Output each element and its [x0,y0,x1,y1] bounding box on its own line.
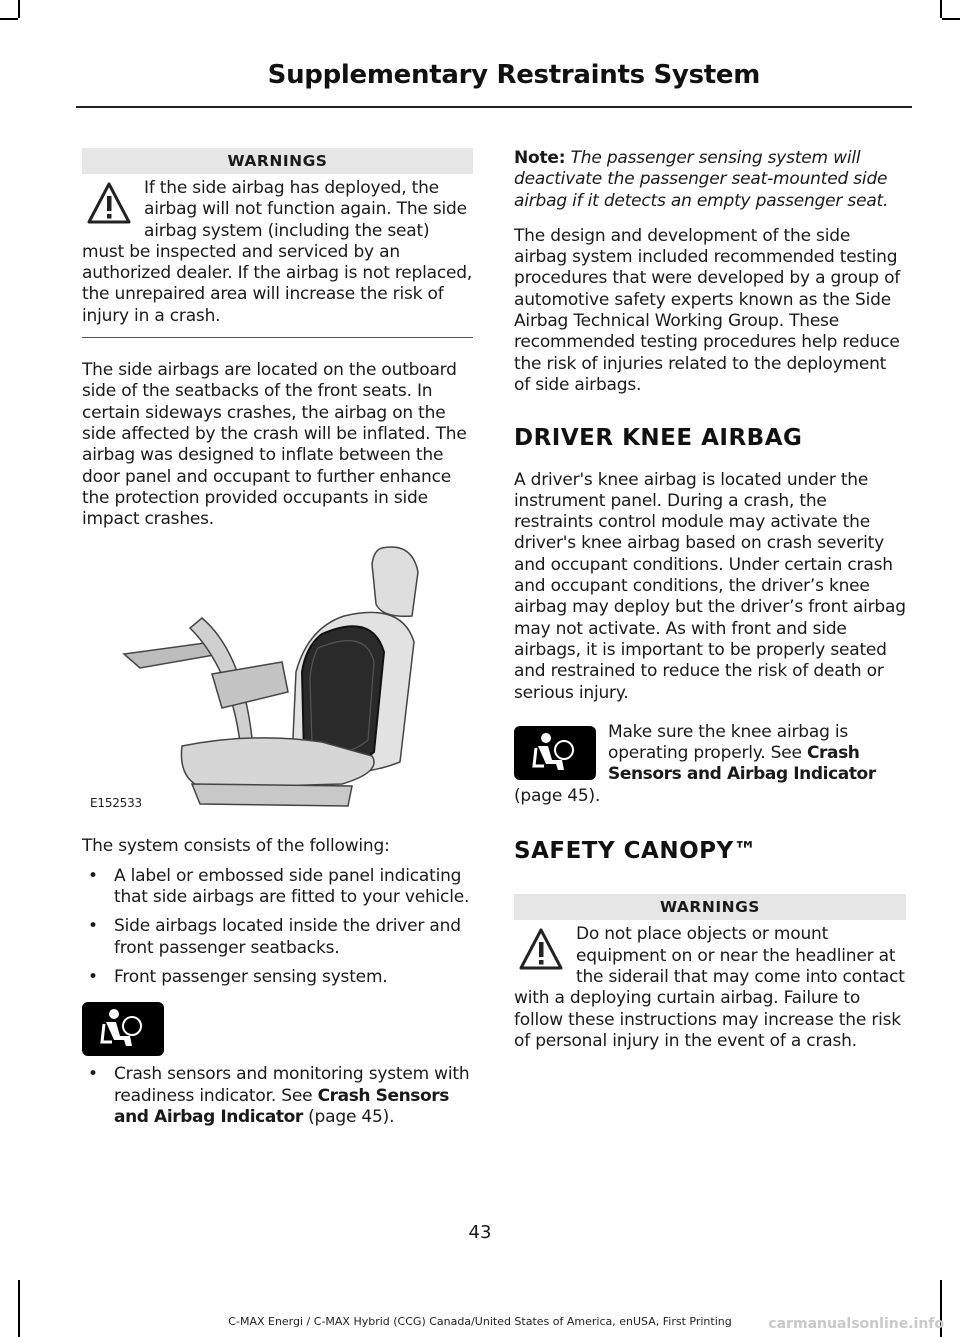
warning-triangle-icon [518,926,564,974]
airbag-warning-icon [82,1002,164,1056]
footer-text: C-MAX Energi / C-MAX Hybrid (CCG) Canada/United States of America, enUSA, First Printing [228,1315,732,1328]
watermark: carmanualsonline.info [768,1316,944,1332]
warning-block [514,924,906,1052]
header-rule [76,106,912,108]
crop-mark [18,0,20,18]
crash-sensors-link[interactable]: Crash Sensors and Airbag Indicator [608,743,876,785]
crop-mark [18,1280,20,1337]
knee-airbag-paragraph: A driver's knee airbag is located under the instrument panel. During a crash, the restraints control module may activate the driver's knee airbag based on crash severity and occupant conditions. Under certain crash and occupant conditions, the driver’s knee airbag may deploy but the driver’s front airbag may not activate. As with front and side airbags, it is important to be properly seated and restrained to reduce the risk of death or serious injury. [514,469,906,703]
warning-triangle-icon [86,180,132,228]
crop-mark [942,18,960,20]
section-heading-safety-canopy: SAFETY CANOPY™ [514,838,758,865]
list-item: • Crash sensors and monitoring system with readiness indicator. See Crash Sensors and Airbag Indicator (page 45). [82,1064,473,1128]
note-text: The passenger sensing system will deactivate the passenger seat-mounted side airbag if it detects an empty passenger seat. [514,148,889,211]
warning-block [82,178,473,327]
page-number: 43 [468,1222,492,1243]
knee-airbag-check-text: Make sure the knee airbag is operating properly. See Crash Sensors and Airbag Indicator (page 45). [514,721,876,806]
side-airbag-paragraph: The side airbags are located on the outboard side of the seatbacks of the front seats. In certain sideways crashes, the airbag on the side affected by the crash will be inflated. The airbag was designed to inflate between the door panel and occupant to further enhance the protection provided occupants in side impact crashes. [82,360,467,530]
list-item: • A label or embossed side panel indicating that side airbags are fitted to your vehicle. [82,866,473,909]
crash-sensors-link[interactable]: Crash Sensors and Airbag Indicator [114,1085,450,1127]
warning-text: Do not place objects or mount equipment on or near the headliner at the siderail that may come into contact with a deploying curtain airbag. Failure to follow these instructions may increase the risk of personal injury in the event of a crash. [514,924,905,1051]
list-item: • Side airbags located inside the driver and front passenger seatbacks. [82,916,473,959]
component-list-continued [82,1064,473,1128]
crop-mark [0,18,18,20]
knee-airbag-check [514,722,906,807]
list-item: • Front passenger sensing system. [82,967,473,988]
warnings-heading: WARNINGS [82,148,473,174]
right-column [514,148,906,1052]
list-intro: The system consists of the following: [82,836,390,857]
crop-mark [940,0,942,18]
seat-airbag-icon [82,542,472,820]
note-label: Note: [514,148,566,168]
component-list [82,866,473,988]
left-column [82,148,473,1136]
seat-airbag-illustration [82,542,472,820]
design-paragraph: The design and development of the side airbag system included recommended testing procedures that were developed by a group of automotive safety experts known as the Side Airbag Technical Working Group. These recommended testing procedures help reduce the risk of injuries related to the deployment of side airbags. [514,225,901,395]
section-heading-knee-airbag: DRIVER KNEE AIRBAG [514,425,803,452]
page-title: Supplementary Restraints System [267,60,760,90]
airbag-warning-icon [514,726,596,780]
figure-code: E152533 [90,796,142,811]
note-paragraph [514,148,906,212]
warning-text: If the side airbag has deployed, the airbag will not function again. The side airbag system (including the seat) must be inspected and serviced by an authorized dealer. If the airbag is not replaced, the unrepaired area will increase the risk of injury in a crash. [82,178,473,326]
warning-rule [82,337,473,338]
warnings-heading: WARNINGS [514,894,906,920]
